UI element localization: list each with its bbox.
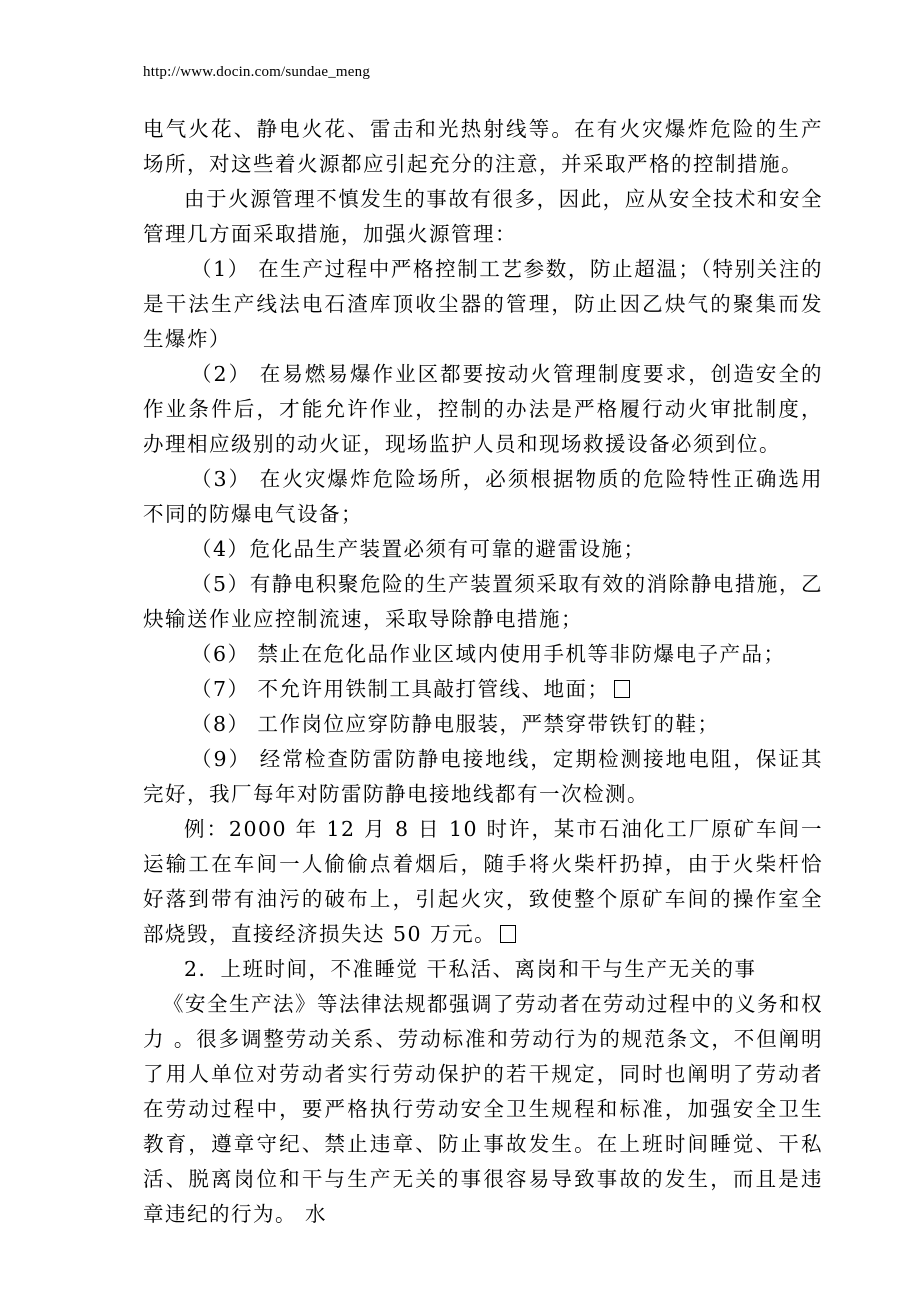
list-item-8: （8） 工作岗位应穿防静电服装，严禁穿带铁钉的鞋；: [191, 712, 720, 736]
list-item-6: （6） 禁止在危化品作业区域内使用手机等非防爆电子产品；: [191, 642, 786, 666]
section-heading-2: 2．上班时间，不准睡觉 干私活、离岗和干与生产无关的事: [184, 957, 757, 981]
example-paragraph: 例：2000 年 12 月 8 日 10 时许，某市石油化工厂原矿车间一运输工在车间一人偷偷点着烟后，随手将火柴杆扔掉，由于火柴杆恰好落到带有油污的破布上，引起火灾，致使整个原矿车间的操作室全部烧毁，直接经济损失达 50 万元。: [143, 817, 823, 946]
list-item-7-wrapper: [143, 672, 823, 707]
list-item-9: （9） 经常检查防雷防静电接地线，定期检测接地电阻，保证其完好，我厂每年对防雷防静电接地线都有一次检测。: [143, 747, 823, 806]
paragraph-fire-management-intro: 由于火源管理不慎发生的事故有很多，因此，应从安全技术和安全管理几方面采取措施，加强火源管理：: [143, 187, 823, 246]
paragraph-fire-sources: 电气火花、静电火花、雷击和光热射线等。在有火灾爆炸危险的生产场所，对这些着火源都应引起充分的注意，并采取严格的控制措施。: [143, 117, 823, 176]
paragraph-safety-law: 《安全生产法》等法律法规都强调了劳动者在劳动过程中的义务和权力 。很多调整劳动关系、劳动标准和劳动行为的规范条文，不但阐明了用人单位对劳动者实行劳动保护的若干规定，同时也阐明了劳动者在劳动过程中，要严格执行劳动安全卫生规程和标准，加强安全卫生教育，遵章守纪、禁止违章、防止事故发生。在上班时间睡觉、干私活、脱离岗位和干与生产无关的事很容易导致事故的发生，而且是违章违纪的行为。 水: [143, 992, 823, 1226]
document-body: [143, 112, 823, 1232]
list-item-3: （3） 在火灾爆炸危险场所，必须根据物质的危险特性正确选用不同的防爆电气设备；: [143, 467, 823, 526]
list-item-5: （5）有静电积聚危险的生产装置须采取有效的消除静电措施，乙炔输送作业应控制流速，采取导除静电措施；: [143, 572, 823, 631]
example-paragraph-wrapper: [143, 812, 823, 952]
list-item-4: （4）危化品生产装置必须有可靠的避雷设施；: [191, 537, 646, 561]
placeholder-box-icon: [614, 680, 630, 698]
header-url: http://www.docin.com/sundae_meng: [143, 64, 371, 80]
list-item-1: （1） 在生产过程中严格控制工艺参数，防止超温；（特别关注的是干法生产线法电石渣库顶收尘器的管理，防止因乙炔气的聚集而发生爆炸）: [143, 257, 823, 351]
list-item-2: （2） 在易燃易爆作业区都要按动火管理制度要求，创造安全的作业条件后，才能允许作业，控制的办法是严格履行动火审批制度，办理相应级别的动火证，现场监护人员和现场救援设备必须到位。: [143, 362, 823, 456]
placeholder-box-icon: [500, 925, 516, 943]
list-item-7: （7） 不允许用铁制工具敲打管线、地面；: [191, 677, 610, 701]
